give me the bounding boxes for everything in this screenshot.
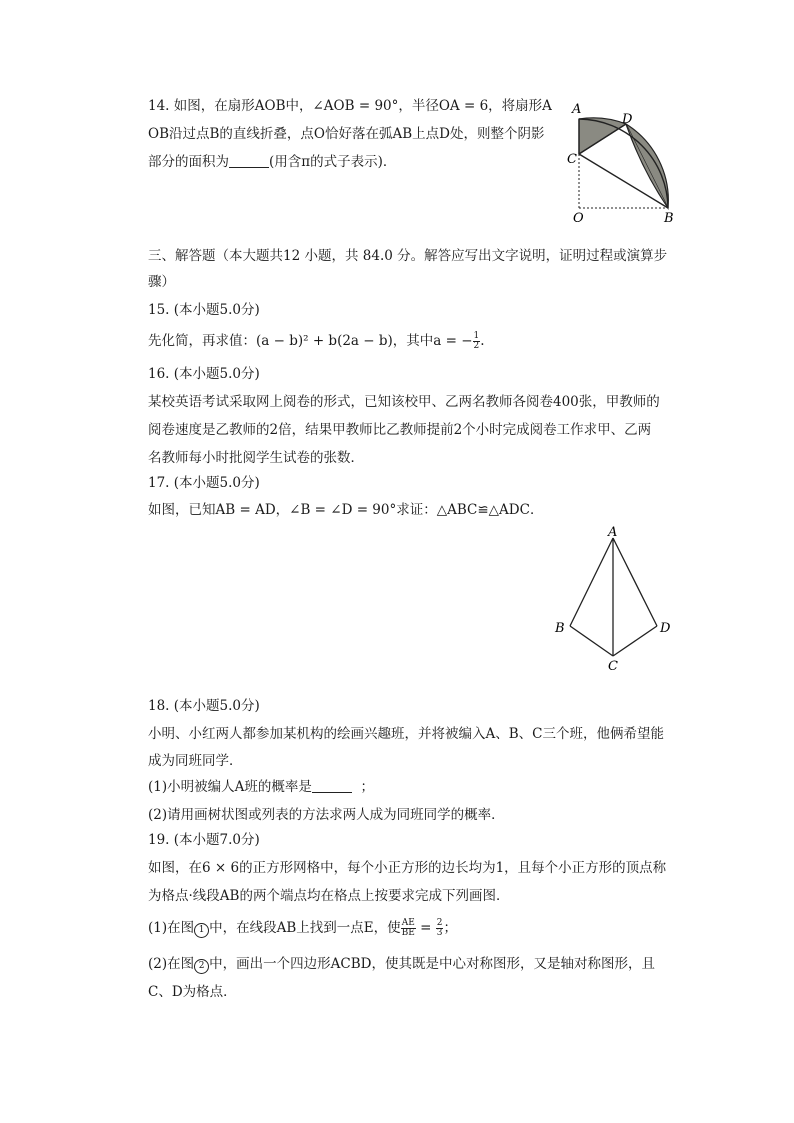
figure-2-marker: 2 — [194, 959, 209, 974]
q18-line2: 成为同班同学． — [148, 753, 243, 769]
q14-label-A: A — [572, 102, 582, 117]
q18-line1: 小明、小红两人都参加某机构的绘画兴趣班，并将被编入A、B、C三个班，他俩希望能 — [148, 726, 664, 742]
figure-1-marker: 1 — [194, 923, 209, 938]
q14-label-O: O — [573, 211, 584, 226]
q18-answer-blank — [312, 778, 352, 793]
q19-header: 19. (本小题7.0分) — [148, 832, 260, 848]
q19-part2: (2)在图 2 中，画出一个四边形ACBD，使其既是中心对称图形，又是轴对称图形，且 — [148, 956, 655, 972]
q15-fraction: $\frac{1}{2}$ — [473, 331, 480, 351]
section3-line1: 三、解答题（本大题共12 小题，共 84.0 分。解答应写出文字说明，证明过程或演算步 — [148, 248, 668, 264]
q19-fraction-AE-BE: $\frac{AE}{BE}$ — [401, 918, 415, 938]
q15-header: 15. (本小题5.0分) — [148, 302, 260, 318]
q17-header: 17. (本小题5.0分) — [148, 475, 260, 491]
q19-part1: (1)在图 1 中，在线段AB上找到一点E，使 $\frac{AE}{BE}$ = $\frac{2}{3}$ ； — [148, 918, 457, 938]
q17-label-C: C — [608, 659, 618, 674]
q19-part2-line2: C、D为格点． — [148, 984, 237, 1000]
q14-line3-end: (用含π的式子表示)． — [269, 154, 397, 170]
q14-shade-top — [579, 118, 626, 154]
q18-part1: (1)小明被编人A班的概率是 ； — [148, 779, 374, 795]
q15-expression: 先化简，再求值：(a − b)² + b(2a − b)，其中a = − — [148, 333, 473, 349]
q19-line1: 如图，在6 × 6的正方形网格中，每个小正方形的边长均为1，且每个小正方形的顶点称 — [148, 860, 667, 876]
q17-label-A: A — [608, 525, 618, 540]
q14-label-D: D — [622, 112, 633, 127]
q19-fraction-2-3: $\frac{2}{3}$ — [436, 918, 443, 938]
q17-label-D: D — [660, 621, 671, 636]
q14-line3-start: 部分的面积为 — [148, 154, 229, 170]
q17-figure — [550, 524, 680, 676]
q17-text: 如图，已知AB = AD，∠B = ∠D = 90°求证：△ABC≌△ADC． — [148, 502, 544, 518]
q14-line1: 14. 如图，在扇形AOB中，∠AOB = 90°，半径OA = 6，将扇形A — [148, 98, 552, 114]
q18-part2: (2)请用画树状图或列表的方法求两人成为同班同学的概率． — [148, 807, 505, 823]
q18-header: 18. (本小题5.0分) — [148, 698, 260, 714]
q16-line1: 某校英语考试采取网上阅卷的形式，已知该校甲、乙两名教师各阅卷400张，甲教师的 — [148, 394, 660, 410]
q16-header: 16. (本小题5.0分) — [148, 366, 260, 382]
q15-text: 先化简，再求值：(a − b)² + b(2a − b)，其中a = − $\frac{1}{2}$ . — [148, 331, 485, 351]
q17-label-B: B — [555, 621, 565, 636]
q14-label-B: B — [664, 211, 674, 226]
section3-line2: 骤） — [148, 274, 175, 290]
q19-line2: 为格点·线段AB的两个端点均在格点上按要求完成下列画图． — [148, 888, 510, 904]
q14-line2: OB沿过点B的直线折叠，点O恰好落在弧AB上点D处，则整个阴影 — [148, 126, 545, 142]
q16-line2: 阅卷速度是乙教师的2倍，结果甲教师比乙教师提前2个小时完成阅卷工作求甲、乙两 — [148, 422, 652, 438]
q14-figure — [564, 96, 676, 226]
q14-label-C: C — [567, 152, 577, 167]
q16-line3: 名教师每小时批阅学生试卷的张数． — [148, 450, 364, 466]
q14-answer-blank — [229, 153, 269, 168]
q14-line3 — [148, 152, 396, 172]
